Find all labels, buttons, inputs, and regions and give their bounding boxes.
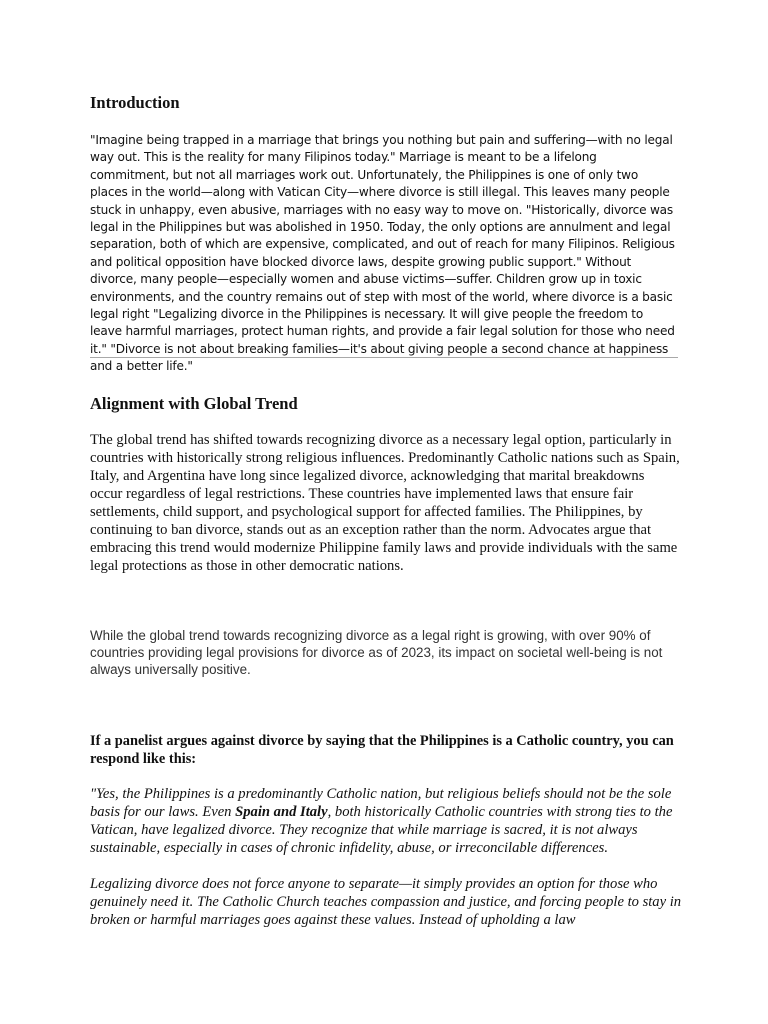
panelist-prompt: If a panelist argues against divorce by saying that the Philippines is a Catholic country, you can respond like this: — [90, 733, 674, 767]
global-trend-paragraph: The global trend has shifted towards recognizing divorce as a necessary legal option, particularly in countries with historically strong religious influences. Predominantly Catholic nations such as Spain, Italy, and Argentina have long since legalized divorce, acknowledging that marital breakdowns occur regardless of legal restrictions. These countries have implemented laws that ensure fair settlements, child support, and psychological support for affected families. The Philippines, by continuing to ban divorce, stands out as an exception rather than the norm. Advocates argue that embracing this trend would modernize Philippine family laws and provide individuals with the same legal protections as those in other democratic nations. — [90, 432, 680, 574]
introduction-paragraph: "Imagine being trapped in a marriage that brings you nothing but pain and suffering—with no legal way out. This is the reality for many Filipinos today." Marriage is meant to be a lifelong commitment, but not all marriages work out. Unfortunately, the Philippines is one of only two places in the world—along with Vatican City—where divorce is still illegal. This leaves many people stuck in unhappy, even abusive, marriages with no easy way to move on. "Historically, divorce was legal in the Philippines but was abolished in 1950. Today, the only options are annulment and legal separation, both of which are expensive, complicated, and out of reach for many Filipinos. Religious and political opposition have blocked divorce laws, despite growing public support." Without divorce, many people—especially women and abuse victims—suffer. Children grow up in toxic environments, and the country remains out of step with most of the world, where divorce is a basic legal right "Legalizing divorce in the Philippines is necessary. It will give people the freedom to leave harmful marriages, protect human rights, and provide a fair legal solution for those who need it." "Divorce is not about breaking families—it's about giving people a second chance at happiness and a better life." — [90, 133, 675, 374]
panelist-response-paragraph-2: Legalizing divorce does not force anyone to separate—it simply provides an option for those who genuinely need it. The Catholic Church teaches compassion and justice, and forcing people to stay in broken or harmful marriages goes against these values. Instead of upholding a law — [90, 876, 682, 928]
section-divider — [90, 357, 678, 358]
response-emphasis: Spain and Italy — [235, 804, 328, 820]
global-trend-heading: Alignment with Global Trend — [90, 394, 298, 413]
response-text-end: , both historically Catholic countries with strong ties to the Vatican, have legalized divorce. They recognize that while marriage is sacred, it is not always sustainable, especially in cases of chronic infidelity, abuse, or irreconcilable differences. — [90, 804, 673, 856]
introduction-heading: Introduction — [90, 93, 180, 112]
response-text-start: "Yes, the Philippines is a predominantly Catholic nation, but religious beliefs should not be the sole basis for our laws. Even — [90, 786, 672, 820]
global-trend-note: While the global trend towards recognizing divorce as a legal right is growing, with over 90% of countries providing legal provisions for divorce as of 2023, its impact on societal well-being is not always universally positive. — [90, 628, 663, 677]
panelist-response-paragraph-1 — [90, 785, 682, 857]
